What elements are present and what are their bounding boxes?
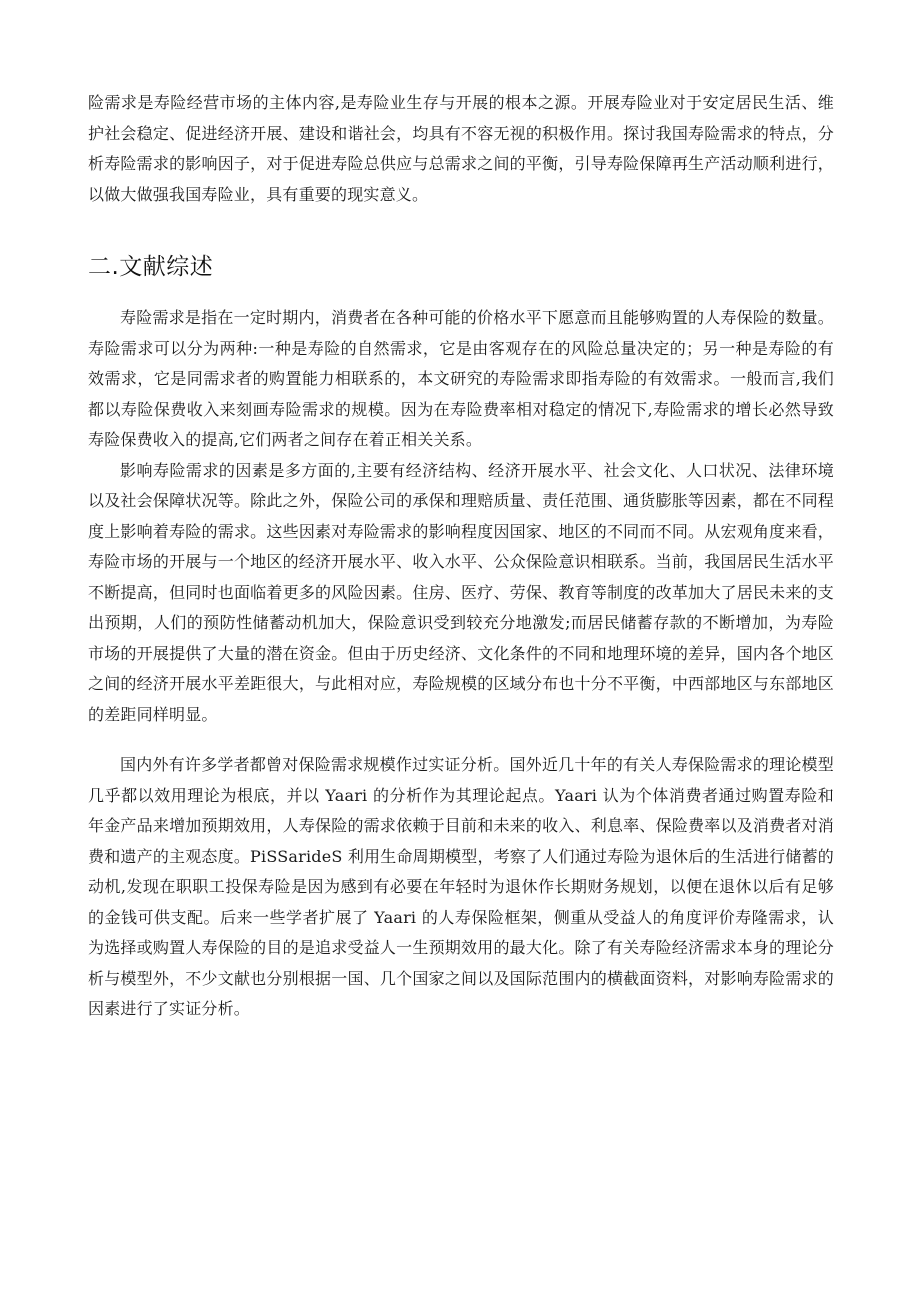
intro-paragraph: 险需求是寿险经营市场的主体内容,是寿险业生存与开展的根本之源。开展寿险业对于安定居民生活、维护社会稳定、促进经济开展、建设和谐社会，均具有不容无视的积极作用。探讨我国寿险需求的特点，分析寿险需求的影响因子，对于促进寿险总供应与总需求之间的平衡，引导寿险保障再生产活动顺利进行，以做大做强我国寿险业，具有重要的现实意义。 <box>88 93 834 204</box>
document-page <box>88 88 834 1025</box>
section-heading: 二.文献综述 <box>88 254 214 280</box>
body-paragraph-2: 影响寿险需求的因素是多方面的,主要有经济结构、经济开展水平、社会文化、人口状况、法律环境以及社会保障状况等。除此之外，保险公司的承保和理赔质量、责任范围、通货膨胀等因素，都在不同程度上影响着寿险的需求。这些因素对寿险需求的影响程度因国家、地区的不同而不同。从宏观角度来看，寿险市场的开展与一个地区的经济开展水平、收入水平、公众保险意识相联系。当前，我国居民生活水平不断提高，但同时也面临着更多的风险因素。住房、医疗、劳保、教育等制度的改革加大了居民未来的支出预期，人们的预防性储蓄动机加大，保险意识受到较充分地激发;而居民储蓄存款的不断增加，为寿险市场的开展提供了大量的潜在资金。但由于历史经济、文化条件的不同和地理环境的差异，国内各个地区之间的经济开展水平差距很大，与此相对应，寿险规模的区域分布也十分不平衡，中西部地区与东部地区的差距同样明显。 <box>88 460 834 724</box>
body-paragraph-3: 国内外有许多学者都曾对保险需求规模作过实证分析。国外近几十年的有关人寿保险需求的理论模型几乎都以效用理论为根底，并以 Yaari 的分析作为其理论起点。Yaari 认为个体消费者通过购置寿险和年金产品来增加预期效用，人寿保险的需求依赖于目前和未来的收入、利息率、保险费率以及消费者对消费和遗产的主观态度。PiSSarideS 利用生命周期模型，考察了人们通过寿险为退休后的生活进行储蓄的动机,发现在职职工投保寿险是因为感到有必要在年轻时为退休作长期财务规划，以便在退休以后有足够的金钱可供支配。后来一些学者扩展了 Yaari 的人寿保险框架，侧重从受益人的角度评价寿隆需求，认为选择或购置人寿保险的目的是追求受益人一生预期效用的最大化。除了有关寿险经济需求本身的理论分析与模型外，不少文献也分别根据一国、几个国家之间以及国际范围内的横截面资料，对影响寿险需求的因素进行了实证分析。 <box>88 755 834 1018</box>
body-paragraph-1: 寿险需求是指在一定时期内，消费者在各种可能的价格水平下愿意而且能够购置的人寿保险的数量。寿险需求可以分为两种:一种是寿险的自然需求，它是由客观存在的风险总量决定的；另一种是寿险的有效需求，它是同需求者的购置能力相联系的，本文研究的寿险需求即指寿险的有效需求。一般而言,我们都以寿险保费收入来刻画寿险需求的规模。因为在寿险费率相对稳定的情况下,寿险需求的增长必然导致寿险保费收入的提高,它们两者之间存在着正相关关系。 <box>88 308 834 449</box>
